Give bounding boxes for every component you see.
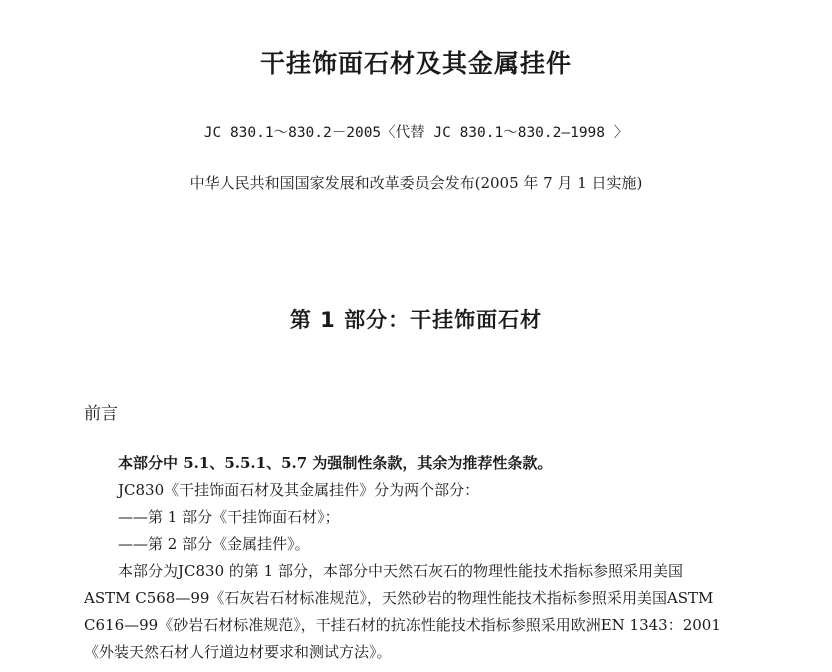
- reference-paragraph-line-2: ASTM C568—99《石灰岩石材标准规范》，天然砂岩的物理性能技术指标参照采用美国ASTM: [84, 589, 714, 607]
- mandatory-clause-note: 本部分中 5.1、5.5.1、5.7 为强制性条款，其余为推荐性条款。: [118, 454, 553, 472]
- parts-intro: JC830《干挂饰面石材及其金属挂件》分为两个部分：: [118, 481, 480, 499]
- publisher-line: 中华人民共和国国家发展和改革委员会发布(2005 年 7 月 1 日实施): [189, 174, 643, 192]
- reference-paragraph-line-1: 本部分为JC830 的第 1 部分，本部分中天然石灰石的物理性能技术指标参照采用美国: [118, 562, 683, 580]
- part-2-item: ——第 2 部分《金属挂件》。: [118, 535, 310, 553]
- reference-paragraph-line-4: 《外装天然石材人行道边材要求和测试方法》。: [84, 643, 392, 661]
- part-1-item: ——第 1 部分《干挂饰面石材》；: [118, 508, 340, 526]
- standard-code: JC 830.1～830.2－2005〈代替 JC 830.1～830.2—1998 〉: [203, 125, 629, 141]
- part-title: 第 1 部分：干挂饰面石材: [289, 308, 543, 332]
- document-title: 干挂饰面石材及其金属挂件: [259, 49, 572, 78]
- section-heading-foreword: 前言: [84, 404, 118, 424]
- foreword-body: [84, 450, 784, 666]
- reference-paragraph-line-3: C616—99《砂岩石材标准规范》，干挂石材的抗冻性能技术指标参照采用欧洲EN 1343：2001: [84, 616, 721, 634]
